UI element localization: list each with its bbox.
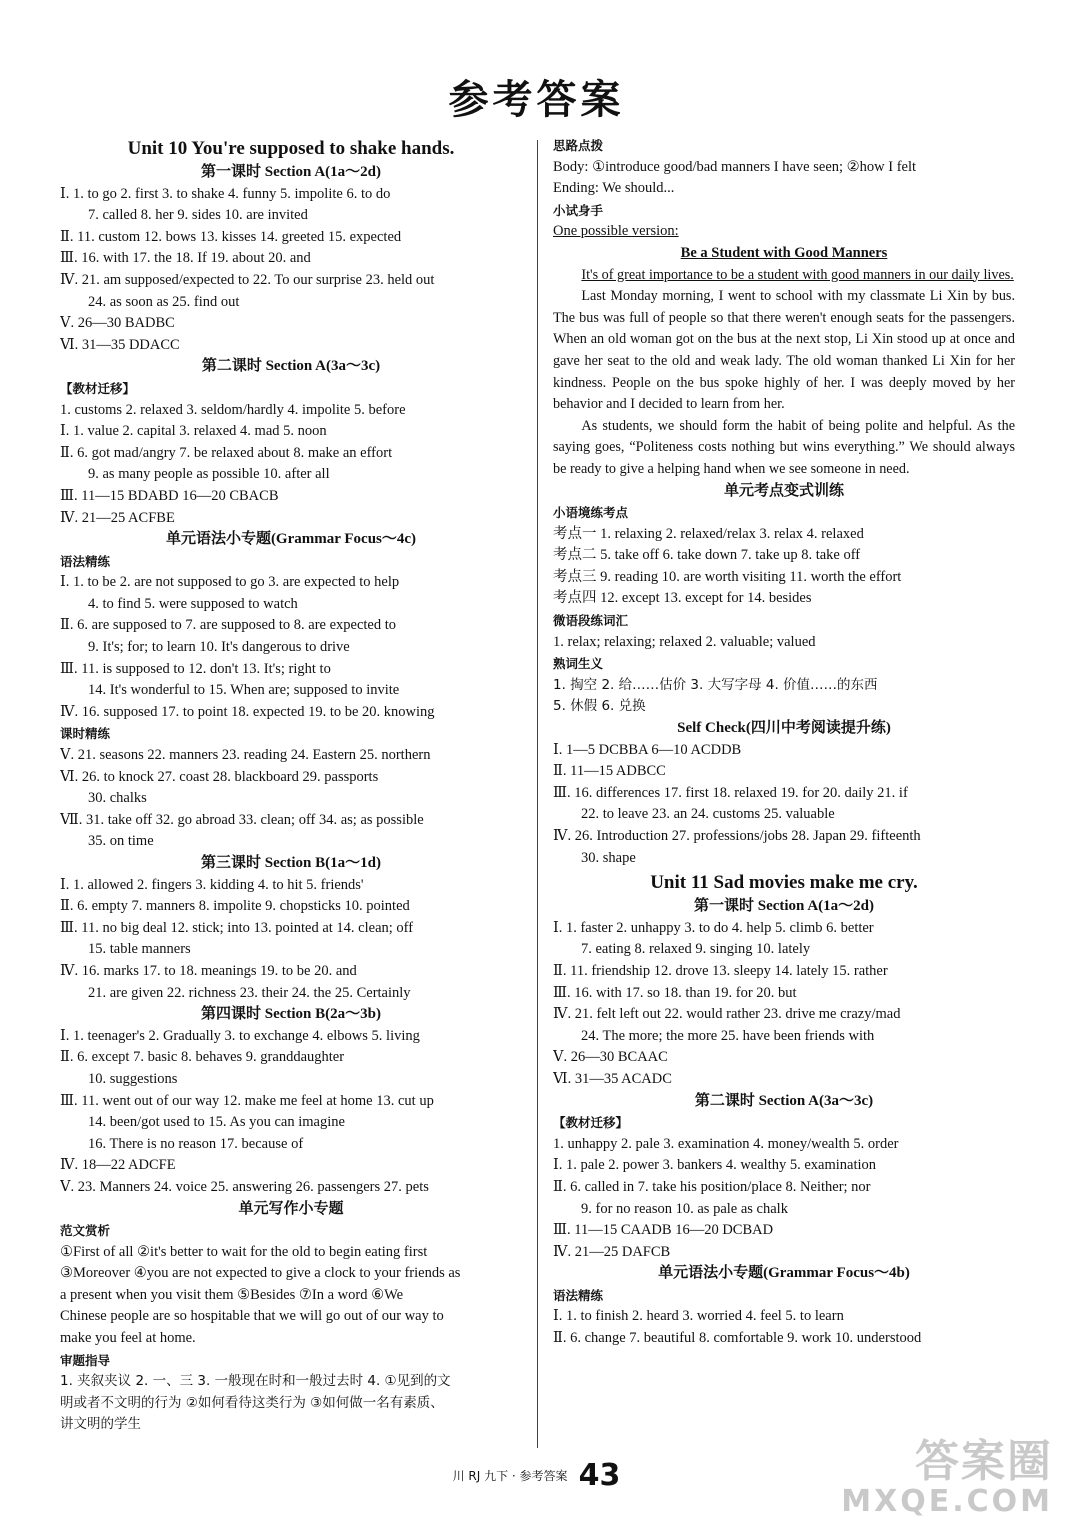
answer-line: 1. 夹叙夹议 2. 一、三 3. 一般现在时和一般过去时 4. ①见到的文	[60, 1373, 451, 1390]
essay-paragraph-2: Last Monday morning, I went to school with my classmate Li Xin by bus. The bus was full of people so that there weren't enough seats for the passengers. When an old woman got on the bus at the next stop, Li Xin stood up at once and gave her seat to the old and weak lady. The old woman thanked Li Xin for her kindness. People on the bus spoke highly of her. I was deeply moved by her behavior and I decided to learn from her.	[553, 288, 1015, 413]
answer-line: Ⅲ. 16. with 17. the 18. If 19. about 20. and	[60, 250, 311, 267]
answer-line: Ⅲ. 11—15 CAADB 16—20 DCBAD	[553, 1222, 774, 1239]
answer-line: Ⅳ. 21. felt left out 22. would rather 23. drive me crazy/mad	[553, 1006, 901, 1023]
subsection-label: 审题指导	[60, 1352, 111, 1368]
answer-line: Ⅲ. 11. is supposed to 12. don't 13. It's; right to	[60, 660, 331, 677]
answer-line: Ⅰ. 1. pale 2. power 3. bankers 4. wealthy 5. examination	[553, 1157, 877, 1174]
answer-line: 30. chalks	[88, 790, 147, 807]
answer-line: Ⅳ. 18—22 ADCFE	[60, 1157, 176, 1174]
answer-line: 考点四 12. except 13. except for 14. besides	[553, 590, 812, 607]
answer-line: Ⅰ. 1. teenager's 2. Gradually 3. to exchange 4. elbows 5. living	[60, 1027, 420, 1044]
subsection-label: 小试身手	[553, 202, 604, 218]
section-heading: 单元语法小专题(Grammar Focus～4c)	[165, 531, 417, 548]
answer-line: 讲文明的学生	[60, 1416, 141, 1433]
essay-paragraph-3: As students, we should form the habit of being polite and helpful. As the saying goes, “Politeness costs nothing but wins everything.” We should always be ready to give a helping hand when we see someone in need.	[553, 417, 1015, 477]
answer-line: 14. been/got used to 15. As you can imagine	[88, 1114, 345, 1131]
answer-line: Chinese people are so hospitable that we will go out of our way to	[60, 1308, 444, 1325]
answer-line: Ⅳ. 26. Introduction 27. professions/jobs 28. Japan 29. fifteenth	[553, 828, 921, 844]
answer-line: 考点一 1. relaxing 2. relaxed/relax 3. relax 4. relaxed	[553, 525, 864, 542]
answer-line: 24. as soon as 25. find out	[88, 293, 240, 310]
answer-line: 1. customs 2. relaxed 3. seldom/hardly 4. impolite 5. before	[60, 401, 406, 418]
answer-line: 35. on time	[88, 833, 154, 850]
essay-paragraph-1: It's of great importance to be a student with good manners in our daily lives.	[581, 266, 1014, 283]
answer-line: Ⅲ. 11. went out of our way 12. make me feel at home 13. cut up	[60, 1092, 434, 1109]
answer-line: Ⅰ. 1. value 2. capital 3. relaxed 4. mad 5. noon	[60, 423, 327, 440]
answer-line: 9. It's; for; to learn 10. It's dangerous to drive	[88, 639, 350, 656]
answer-line: Ⅰ. 1. to be 2. are not supposed to go 3. are expected to help	[60, 574, 400, 591]
answer-line: Ⅱ. 6. change 7. beautiful 8. comfortable 9. work 10. understood	[553, 1330, 922, 1347]
writing-guide	[553, 135, 1015, 265]
answer-line: Ⅵ. 31—35 ACADC	[553, 1070, 672, 1087]
subsection-label: 小语境练考点	[553, 505, 629, 521]
answer-line: Ⅱ. 6. called in 7. take his position/place 8. Neither; nor	[553, 1178, 871, 1195]
subsection-label: 语法精练	[60, 553, 111, 569]
answer-line: 21. are given 22. richness 23. their 24. the 25. Certainly	[88, 984, 411, 1001]
answer-line: make you feel at home.	[60, 1330, 196, 1347]
answer-line: Ⅲ. 16. with 17. so 18. than 19. for 20. but	[553, 984, 797, 1001]
watermark	[841, 1438, 1053, 1518]
answer-line: 24. The more; the more 25. have been friends with	[581, 1027, 875, 1044]
right-column	[553, 135, 1015, 1350]
answer-line: Ⅱ. 11—15 ADBCC	[553, 763, 666, 780]
answer-line: Ⅳ. 16. supposed 17. to point 18. expected 19. to be 20. knowing	[60, 703, 435, 720]
answer-line: Ⅳ. 21—25 DAFCB	[553, 1243, 671, 1260]
answer-line: a present when you visit them ⑤Besides ⑦In a word ⑥We	[60, 1286, 404, 1303]
answer-line: Body: ①introduce good/bad manners I have seen; ②how I felt	[553, 158, 917, 175]
answer-line: Ⅶ. 31. take off 32. go abroad 33. clean; off 34. as; as possible	[60, 811, 424, 828]
answer-line: 4. to find 5. were supposed to watch	[88, 595, 298, 612]
unit-answers	[553, 481, 1015, 1350]
answer-line: Ⅳ. 21—25 ACFBE	[60, 509, 175, 526]
answer-line: Ⅴ. 23. Manners 24. voice 25. answering 26. passengers 27. pets	[60, 1178, 429, 1195]
answer-line: 明或者不文明的行为 ②如何看待这类行为 ③如何做一名有素质、	[60, 1394, 444, 1411]
unit-heading: Unit 11 Sad movies make me cry.	[650, 872, 918, 894]
answer-line: 7. called 8. her 9. sides 10. are invited	[88, 207, 308, 224]
section-heading: 第一课时 Section A(1a～2d)	[693, 898, 874, 915]
answer-line: 30. shape	[581, 849, 636, 866]
answer-line: ③Moreover ④you are not expected to give a clock to your friends as	[60, 1265, 461, 1282]
answer-line: Ⅳ. 21. am supposed/expected to 22. To our surprise 23. held out	[60, 271, 435, 288]
answer-line: 16. There is no reason 17. because of	[88, 1135, 304, 1152]
section-heading: 单元写作小专题	[238, 1200, 344, 1217]
answer-line: 9. as many people as possible 10. after all	[88, 466, 330, 483]
answer-line: 1. relax; relaxing; relaxed 2. valuable; valued	[553, 633, 816, 650]
section-heading: 第三课时 Section B(1a～1d)	[200, 855, 381, 871]
subsection-label: 熟词生义	[553, 656, 604, 672]
section-heading: 单元考点变式训练	[723, 482, 844, 499]
answer-line: 考点二 5. take off 6. take down 7. take up 8. take off	[553, 547, 861, 564]
answer-line: Ⅲ. 16. differences 17. first 18. relaxed 19. for 20. daily 21. if	[553, 784, 908, 801]
answer-line: Ⅱ. 6. empty 7. manners 8. impolite 9. chopsticks 10. pointed	[60, 898, 410, 915]
section-heading: 第一课时 Section A(1a～2d)	[200, 164, 381, 180]
answer-line: Ⅵ. 26. to knock 27. coast 28. blackboard 29. passports	[60, 768, 379, 785]
answer-line: Ⅰ. 1. to finish 2. heard 3. worried 4. feel 5. to learn	[553, 1308, 844, 1325]
section-heading: 第二课时 Section A(3a～3c)	[201, 358, 381, 375]
answer-line: 15. table manners	[88, 941, 191, 958]
subsection-label: 微语段练词汇	[553, 613, 629, 629]
subsection-label: 【教材迁移】	[60, 380, 136, 396]
subsection-label: 范文赏析	[60, 1223, 111, 1239]
left-column	[60, 135, 522, 1436]
answer-line: 5. 休假 6. 兑换	[553, 698, 646, 715]
answer-line: Ⅴ. 21. seasons 22. manners 23. reading 24. Eastern 25. northern	[60, 747, 431, 764]
footer-label: 川 RJ 九下 · 参考答案	[452, 1469, 568, 1483]
subsection-label: 语法精练	[553, 1287, 604, 1303]
answer-line: Ⅲ. 11. no big deal 12. stick; into 13. pointed at 14. clean; off	[60, 919, 414, 936]
answer-line: Ⅰ. 1. allowed 2. fingers 3. kidding 4. to hit 5. friends'	[60, 876, 364, 893]
answer-line: 10. suggestions	[88, 1070, 178, 1087]
answer-line: Ⅴ. 26—30 BADBC	[60, 315, 175, 332]
model-essay	[553, 265, 1015, 481]
answer-line: Ⅴ. 26—30 BCAAC	[553, 1049, 668, 1066]
answer-line: 14. It's wonderful to 15. When are; supposed to invite	[88, 682, 400, 699]
answer-line: Ⅱ. 6. are supposed to 7. are supposed to 8. are expected to	[60, 617, 397, 634]
column-divider	[537, 140, 538, 1448]
answer-line: Ⅳ. 16. marks 17. to 18. meanings 19. to be 20. and	[60, 962, 357, 979]
answer-line: 9. for no reason 10. as pale as chalk	[581, 1200, 788, 1217]
answer-line: Ending: We should...	[553, 180, 675, 197]
section-heading: Self Check(四川中考阅读提升练)	[677, 720, 891, 737]
answer-line: Ⅰ. 1. faster 2. unhappy 3. to do 4. help 5. climb 6. better	[553, 919, 874, 936]
unit-heading: Unit 10 You're supposed to shake hands.	[127, 138, 455, 159]
answer-line: Ⅰ. 1. to go 2. first 3. to shake 4. funny 5. impolite 6. to do	[60, 185, 391, 202]
answer-line: Ⅱ. 6. got mad/angry 7. be relaxed about 8. make an effort	[60, 444, 393, 461]
answer-line: 1. unhappy 2. pale 3. examination 4. money/wealth 5. order	[553, 1135, 899, 1152]
page-title: 参考答案	[448, 77, 625, 123]
answer-line: Be a Student with Good Manners	[680, 244, 888, 261]
answer-line: Ⅱ. 11. custom 12. bows 13. kisses 14. greeted 15. expected	[60, 228, 402, 245]
subsection-label: 【教材迁移】	[553, 1115, 629, 1131]
answer-line: Ⅱ. 11. friendship 12. drove 13. sleepy 14. lately 15. rather	[553, 962, 888, 979]
answer-line: One possible version:	[553, 223, 679, 240]
section-heading: 单元语法小专题(Grammar Focus～4b)	[658, 1265, 910, 1282]
watermark-domain: MXQE.COM	[841, 1484, 1053, 1519]
subsection-label: 课时精练	[60, 726, 111, 742]
answer-line: 考点三 9. reading 10. are worth visiting 11. worth the effort	[553, 568, 902, 585]
page-number: 43	[578, 1458, 621, 1493]
answer-line: 22. to leave 23. an 24. customs 25. valuable	[581, 806, 835, 823]
section-heading: 第四课时 Section B(2a～3b)	[200, 1006, 381, 1023]
answer-line: ①First of all ②it's better to wait for the old to begin eating first	[60, 1243, 428, 1260]
subsection-label: 思路点拨	[553, 138, 604, 153]
answer-line: Ⅵ. 31—35 DDACC	[60, 336, 180, 353]
answer-line: 1. 掏空 2. 给……估价 3. 大写字母 4. 价值……的东西	[553, 676, 878, 693]
answer-line: 7. eating 8. relaxed 9. singing 10. lately	[581, 941, 811, 958]
answer-line: Ⅲ. 11—15 BDABD 16—20 CBACB	[60, 487, 279, 504]
watermark-logo-text: 答案圈	[915, 1436, 1053, 1487]
answer-line: Ⅱ. 6. except 7. basic 8. behaves 9. granddaughter	[60, 1049, 345, 1066]
section-heading: 第二课时 Section A(3a～3c)	[694, 1092, 874, 1109]
answer-line: Ⅰ. 1—5 DCBBA 6—10 ACDDB	[553, 741, 742, 758]
